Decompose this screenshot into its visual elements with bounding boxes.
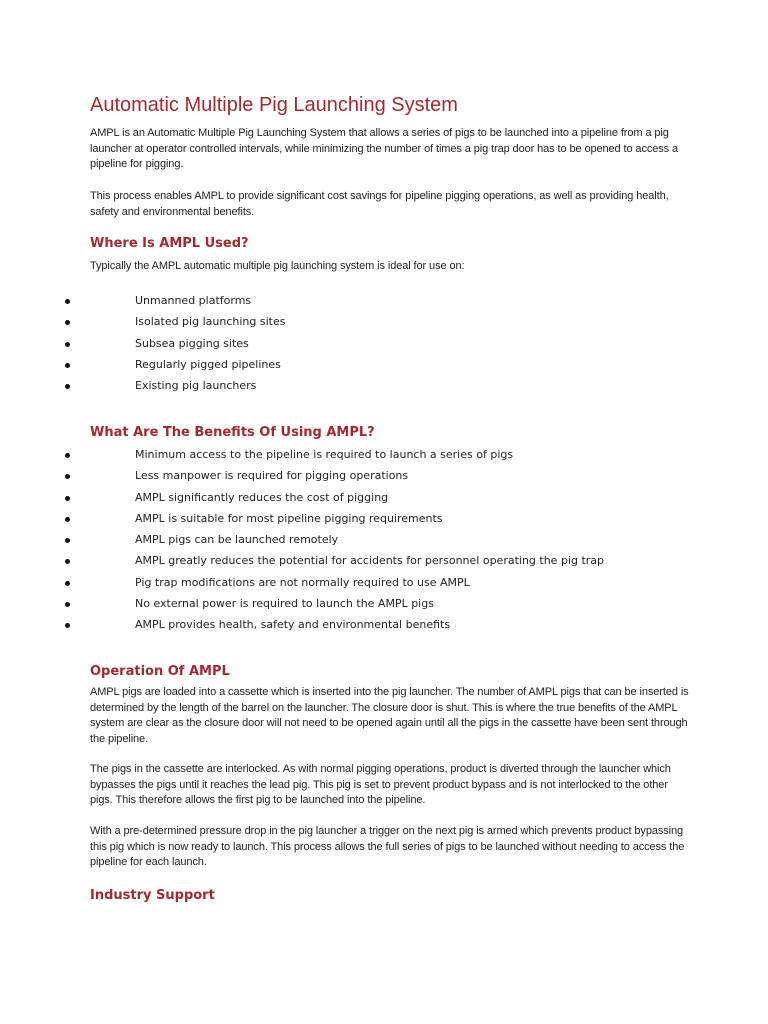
- where-used-lead: Typically the AMPL automatic multiple pig launching system is ideal for use on:: [90, 260, 465, 272]
- bullet-icon: [65, 581, 70, 586]
- intro-paragraph-2: This process enables AMPL to provide significant cost savings for pipeline pigging operations, as well as providing health, safety and environmental benefits.: [90, 190, 669, 218]
- bullet-icon: [65, 517, 70, 522]
- intro-paragraph-1: AMPL is an Automatic Multiple Pig Launching System that allows a series of pigs to be launched into a pipeline from a pig launcher at operator controlled intervals, while minimizing the number of times a pig trap door has to be opened to access a pipeline for pigging.: [90, 127, 679, 170]
- list-item-text: AMPL is suitable for most pipeline pigging requirements: [135, 511, 443, 525]
- list-item-text: Unmanned platforms: [135, 294, 252, 307]
- bullet-icon: [65, 623, 70, 628]
- bullet-icon: [65, 342, 70, 347]
- bullet-icon: [65, 453, 70, 458]
- list-item-text: Minimum access to the pipeline is required to launch a series of pigs: [135, 448, 514, 461]
- list-item-text: Subsea pigging sites: [135, 336, 249, 350]
- list-item-text: AMPL greatly reduces the potential for accidents for personnel operating the pig trap: [135, 554, 605, 568]
- list-item-text: Isolated pig launching sites: [135, 315, 286, 329]
- industry-heading: Industry Support: [90, 888, 215, 903]
- operation-paragraph-1: AMPL pigs are loaded into a cassette which is inserted into the pig launcher. The number of AMPL pigs that can be inserted is determined by the length of the barrel on the launcher. The closure door is shut. This is where the true benefits of the AMPL system are clear as the closure door will not need to be opened again until all the pigs in the cassette have been sent through the pipeline.: [90, 686, 689, 745]
- bullet-icon: [65, 299, 70, 304]
- list-item-text: Less manpower is required for pigging operations: [135, 469, 409, 483]
- page-title: Automatic Multiple Pig Launching System: [90, 94, 458, 116]
- bullet-icon: [65, 320, 70, 325]
- bullet-icon: [65, 363, 70, 368]
- operation-paragraph-2: The pigs in the cassette are interlocked. As with normal pigging operations, product is diverted through the launcher which bypasses the pigs until it reaches the lead pig. This pig is set to prevent product bypass and is not interlocked to the other pigs. This therefore allows the first pig to be launched into the pipeline.: [90, 763, 671, 806]
- bullet-icon: [65, 474, 70, 479]
- list-item-text: Regularly pigged pipelines: [135, 357, 281, 371]
- list-item-text: Pig trap modifications are not normally required to use AMPL: [135, 575, 470, 589]
- bullet-icon: [65, 538, 70, 543]
- benefits-heading: What Are The Benefits Of Using AMPL?: [90, 425, 375, 440]
- operation-paragraph-3: With a pre-determined pressure drop in the pig launcher a trigger on the next pig is armed which prevents product bypassing this pig which is now ready to launch. This process allows the full series of pigs to be launched without needing to access the pipeline for each launch.: [90, 825, 685, 868]
- where-used-heading: Where Is AMPL Used?: [90, 236, 249, 251]
- list-item-text: Existing pig launchers: [135, 379, 257, 393]
- bullet-icon: [65, 602, 70, 607]
- bullet-icon: [65, 384, 70, 389]
- bullet-icon: [65, 559, 70, 564]
- list-item-text: AMPL significantly reduces the cost of pigging: [135, 490, 389, 504]
- operation-heading: Operation Of AMPL: [90, 664, 230, 679]
- bullet-icon: [65, 496, 70, 501]
- list-item-text: No external power is required to launch the AMPL pigs: [135, 597, 434, 611]
- list-item-text: AMPL pigs can be launched remotely: [135, 533, 339, 547]
- list-item-text: AMPL provides health, safety and environmental benefits: [135, 618, 451, 632]
